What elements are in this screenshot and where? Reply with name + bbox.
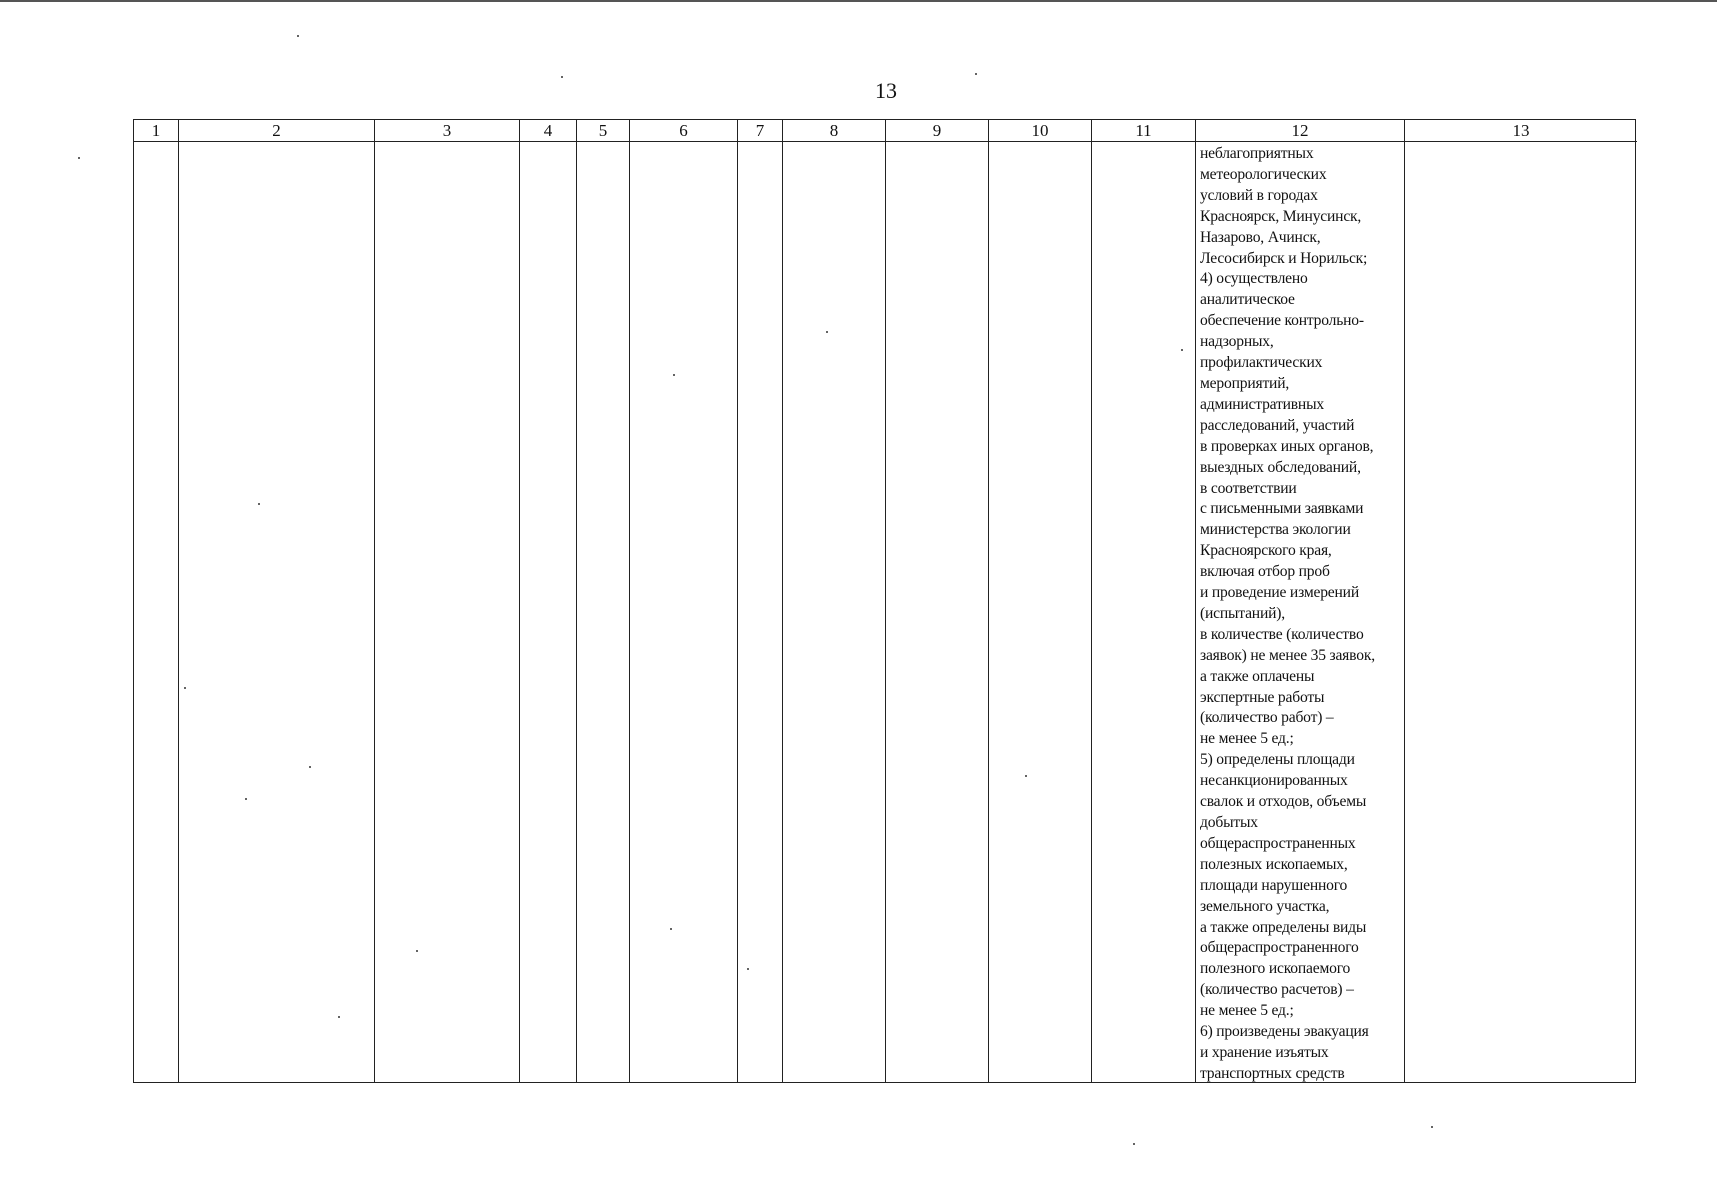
column-header-13: 13 <box>1405 120 1637 142</box>
table-column-13 <box>1405 120 1637 1082</box>
table-column-2 <box>179 120 375 1082</box>
column-12-text-line: мероприятий, <box>1200 374 1290 392</box>
column-12-text-line: не менее 5 ед.; <box>1200 730 1294 748</box>
column-12-text-line: транспортных средств <box>1200 1064 1345 1082</box>
scan-speck <box>338 1016 340 1018</box>
column-12-text-line: полезных ископаемых, <box>1200 855 1348 873</box>
column-header-7: 7 <box>738 120 782 142</box>
column-12-text-line: Лесосибирск и Норильск; <box>1200 249 1368 267</box>
column-header-5: 5 <box>577 120 629 142</box>
column-header-8: 8 <box>783 120 885 142</box>
scan-speck <box>416 950 418 952</box>
column-12-text-line: не менее 5 ед.; <box>1200 1002 1294 1020</box>
column-header-6: 6 <box>630 120 737 142</box>
column-12-text-line: а также оплачены <box>1200 667 1315 685</box>
column-12-text-line: и хранение изъятых <box>1200 1043 1329 1061</box>
column-12-text-line: общераспространенного <box>1200 939 1359 957</box>
table-column-9 <box>886 120 989 1082</box>
column-12-text-line: метеорологических <box>1200 165 1327 183</box>
column-header-10: 10 <box>989 120 1091 142</box>
column-12-text-line: 4) осуществлено <box>1200 270 1308 288</box>
column-12-text-line: 5) определены площади <box>1200 751 1355 769</box>
column-12-text-line: выездных обследований, <box>1200 458 1361 476</box>
column-12-text-line: условий в городах <box>1200 186 1318 204</box>
column-12-text-line: общераспространенных <box>1200 834 1356 852</box>
scan-speck <box>561 76 563 78</box>
scan-speck <box>1431 1126 1433 1128</box>
scan-speck <box>78 157 80 159</box>
column-header-4: 4 <box>520 120 576 142</box>
column-12-text-line: в соответствии <box>1200 479 1297 497</box>
table-column-4 <box>520 120 577 1082</box>
column-12-text-line: в проверках иных органов, <box>1200 437 1374 455</box>
table-column-10 <box>989 120 1092 1082</box>
column-12-text-line: экспертные работы <box>1200 688 1325 706</box>
column-12-text-line: с письменными заявками <box>1200 500 1364 518</box>
page-top-edge <box>0 0 1717 2</box>
scan-speck <box>826 331 828 333</box>
column-12-text-line: профилактических <box>1200 354 1323 372</box>
column-12-text-line: (количество расчетов) – <box>1200 981 1354 999</box>
scan-speck <box>258 503 260 505</box>
column-12-text-line: (испытаний), <box>1200 604 1285 622</box>
scan-speck <box>184 687 186 689</box>
column-header-2: 2 <box>179 120 374 142</box>
column-12-text-line: площади нарушенного <box>1200 876 1348 894</box>
column-12-text-line: неблагоприятных <box>1200 145 1314 162</box>
column-12-text-line: в количестве (количество <box>1200 625 1364 643</box>
scan-speck <box>673 374 675 376</box>
column-header-3: 3 <box>375 120 519 142</box>
column-12-text-line: и проведение измерений <box>1200 584 1359 602</box>
column-12-text-line: включая отбор проб <box>1200 563 1330 581</box>
scan-speck <box>975 73 977 75</box>
scan-speck <box>747 968 749 970</box>
table-column-8 <box>783 120 886 1082</box>
document-table <box>133 119 1636 1083</box>
column-header-12: 12 <box>1196 120 1404 142</box>
column-12-text-line: Красноярского края, <box>1200 542 1332 560</box>
scan-speck <box>670 928 672 930</box>
column-12-text-line: несанкционированных <box>1200 772 1348 790</box>
column-12-text-line: министерства экологии <box>1200 521 1351 539</box>
column-12-text-line: земельного участка, <box>1200 897 1330 915</box>
table-column-6 <box>630 120 738 1082</box>
column-12-text-line: аналитическое <box>1200 291 1295 309</box>
column-12-text-line: а также определены виды <box>1200 918 1367 936</box>
column-12-text-line: Красноярск, Минусинск, <box>1200 207 1362 225</box>
column-12-text-line: Назарово, Ачинск, <box>1200 228 1321 246</box>
column-12-text-line: добытых <box>1200 814 1258 831</box>
table-column-12 <box>1196 120 1405 1082</box>
column-12-text-line: надзорных, <box>1200 333 1274 351</box>
table-column-11 <box>1092 120 1196 1082</box>
column-12-text-line: расследований, участий <box>1200 416 1355 434</box>
column-12-text-line: обеспечение контрольно- <box>1200 312 1364 330</box>
column-12-text-line: свалок и отходов, объемы <box>1200 793 1367 811</box>
scan-speck <box>297 35 299 37</box>
table-column-7 <box>738 120 783 1082</box>
scan-speck <box>1025 775 1027 777</box>
column-header-11: 11 <box>1092 120 1195 142</box>
column-12-text-line: (количество работ) – <box>1200 709 1334 727</box>
table-column-1 <box>134 120 179 1082</box>
scan-speck <box>309 766 311 768</box>
scan-speck <box>1133 1143 1135 1145</box>
column-header-1: 1 <box>134 120 178 142</box>
scan-speck <box>1181 349 1183 351</box>
column-12-cell-text <box>1196 142 1404 1085</box>
column-12-text-line: административных <box>1200 395 1324 413</box>
table-column-5 <box>577 120 630 1082</box>
column-header-9: 9 <box>886 120 988 142</box>
page-number: 13 <box>875 78 897 103</box>
scan-speck <box>245 798 247 800</box>
column-12-text-line: заявок) не менее 35 заявок, <box>1200 646 1375 664</box>
column-12-text-line: полезного ископаемого <box>1200 960 1351 978</box>
table-column-3 <box>375 120 520 1082</box>
column-12-text-line: 6) произведены эвакуация <box>1200 1023 1369 1041</box>
